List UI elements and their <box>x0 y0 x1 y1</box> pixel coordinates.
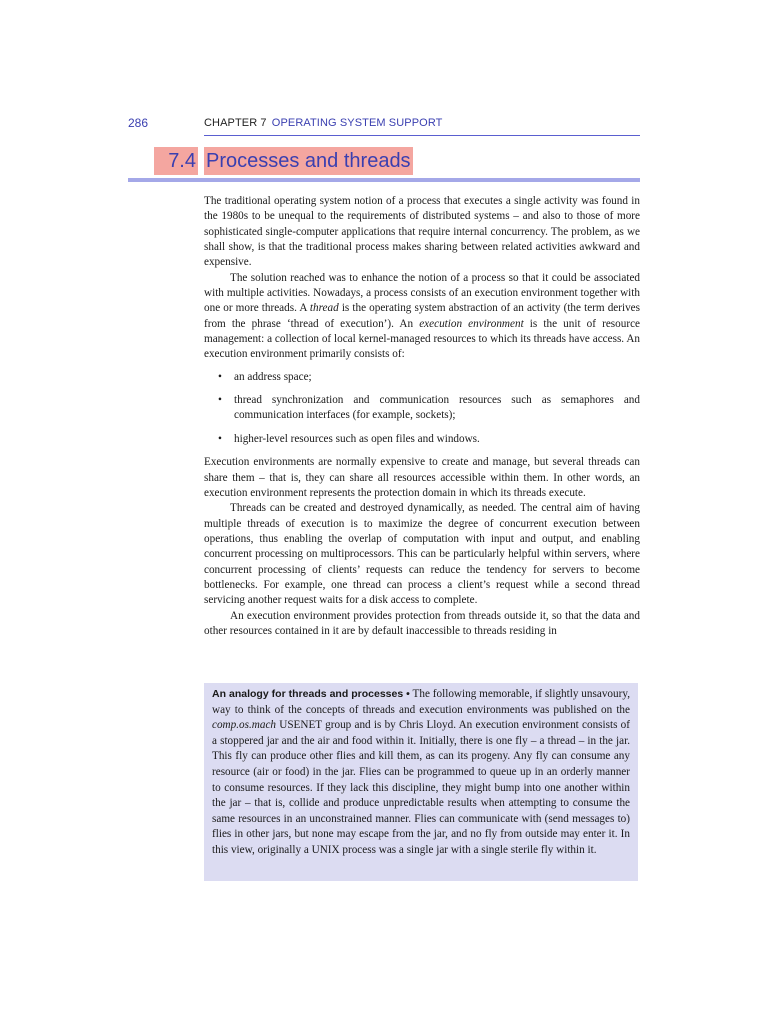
list-item: • higher-level resources such as open files and windows. <box>204 432 640 447</box>
paragraph-intro: The traditional operating system notion of a process that executes a single activity was found in the 1980s to be unequal to the requirements of distributed systems – and also to those of more sophisticated single-computer applications that require internal concurrency. The problem, as we shall show, is that the traditional process makes sharing between related activities awkward and expensive. <box>204 195 640 269</box>
text-run: USENET group and is by Chris Lloyd. An execution environment consists of a stoppered jar and the air and food within it. Initially, there is one fly – a thread – in the jar. This fly can produce other flies and kill them, as can its progeny. Any fly can consume any resource (air or food) in the jar. Flies can be programmed to queue up in an orderly manner to consume resources. If they lack this discipline, they might bump into one another within the jar – that is, collide and produce unpredictable results when attempting to consume the same resources in an unconstrained manner. Flies can communicate with (send messages to) flies in other jars, but none may escape from the jar, and no fly from outside may enter it. In this view, originally a UNIX process was a single jar with a single sterile fly within it. <box>212 719 630 856</box>
section-rule <box>128 178 640 182</box>
body-text <box>204 194 640 639</box>
section-title: Processes and threads <box>204 147 413 175</box>
page-number: 286 <box>128 116 149 130</box>
paragraph-protection: An execution environment provides protection from threads outside it, so that the data and other resources contained in it are by default inaccessible to threads residing in <box>204 609 640 637</box>
text-run: is the operating system abstraction of an activity (the term derives from the phrase ‘thread of execution’). An <box>204 302 641 330</box>
list-item: • thread synchronization and communication resources such as semaphores and communication interfaces (for example, sockets); <box>204 393 640 424</box>
chapter-title: OPERATING SYSTEM SUPPORT <box>271 117 443 129</box>
running-head <box>204 117 442 129</box>
text-run: The solution reached was to enhance the notion of a process so that it could be associated with multiple activities. Nowadays, a process consists of an execution environment together with one or more threads. A <box>204 271 640 315</box>
paragraph-dynamic-threads: Threads can be created and destroyed dynamically, as needed. The central aim of having multiple threads of execution is to maximize the degree of concurrent execution between operations, thus enabling the overlap of computation with input and output, and enabling concurrent processing on multiprocessors. This can be particularly helpful within servers, where concurrent processing of clients’ requests can reduce the tendency for servers to become bottlenecks. For example, one thread can process a client’s request while a second thread servicing another request waits for a disk access to complete. <box>204 502 640 607</box>
text-run: is the unit of resource management: a collection of local kernel-managed resources to which its threads have access. An execution environment primarily consists of: <box>204 317 640 361</box>
term-execution-environment: execution environment <box>419 317 524 330</box>
newsgroup-name: comp.os.mach <box>212 719 277 732</box>
section-number: 7.4 <box>154 147 198 175</box>
paragraph-sharing: Execution environments are normally expensive to create and manage, but several threads can share them – that is, they can share all resources accessible within them. In other words, an execution environment represents the protection domain in which its threads execute. <box>204 456 640 499</box>
header-rule <box>204 135 640 136</box>
text-run: The following memorable, if slightly unsavoury, way to think of the concepts of threads and execution environments was published on the <box>212 688 630 716</box>
analogy-box <box>204 683 638 881</box>
list-item: • an address space; <box>204 370 640 385</box>
term-thread: thread <box>309 302 339 315</box>
chapter-label: CHAPTER 7 <box>204 117 267 129</box>
paragraph-solution <box>204 271 640 363</box>
analogy-box-title: An analogy for threads and processes • <box>212 688 410 700</box>
resource-list <box>204 370 640 447</box>
